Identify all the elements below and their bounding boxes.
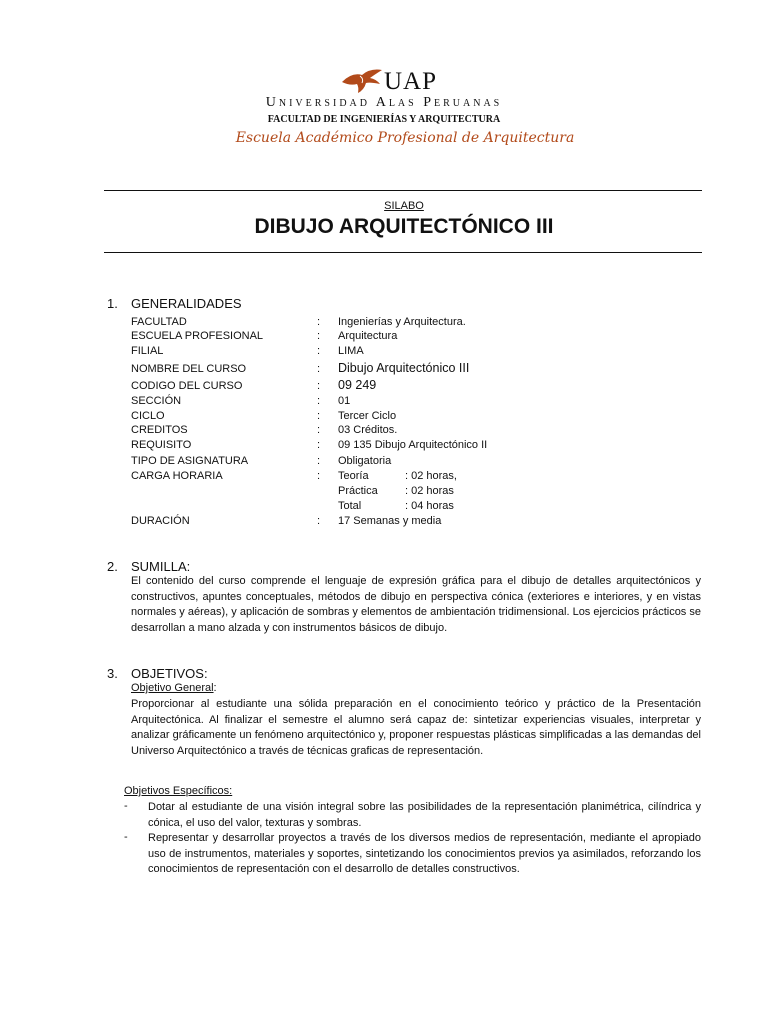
row-colon: : (317, 395, 321, 407)
row-label: CODIGO DEL CURSO (131, 380, 243, 392)
row-colon: : (317, 410, 321, 422)
section-title: SUMILLA: (131, 559, 191, 574)
hours-value: : 02 horas, (405, 470, 457, 482)
doc-title: DIBUJO ARQUITECTÓNICO III (254, 215, 554, 238)
bullet-dash: - (124, 800, 128, 812)
row-value: Tercer Ciclo (338, 410, 397, 422)
hours-name: Teoría (338, 470, 369, 482)
row-colon: : (317, 439, 321, 451)
university-name: Universidad Alas Peruanas (265, 95, 503, 110)
general-objective-text: Proporcionar al estudiante una sólida preparación en el conocimiento teórico y práctico de la Presentación Arquitectónica. Al finalizar el semestre el alumno será capaz de: sintetizar experiencias visuales, interpretar y analizar gráficamente un fenómeno arquitectónico y, proponer respuestas plásticas simplificadas a las demandas del Universo Arquitectónico a través de técnicas graficas de representación. (131, 698, 701, 757)
row-label: FACULTAD (131, 316, 187, 328)
row-label: CARGA HORARIA (131, 470, 223, 482)
row-colon: : (317, 345, 321, 357)
row-label: ESCUELA PROFESIONAL (131, 330, 264, 342)
row-value: 09 135 Dibujo Arquitectónico II (338, 439, 488, 451)
row-value: Obligatoria (338, 455, 392, 467)
row-value: Dibujo Arquitectónico III (338, 361, 470, 375)
doc-kind: SILABO (384, 200, 424, 212)
section-number: 3. (107, 666, 118, 681)
bottom-rule (104, 252, 702, 253)
hours-name: Total (338, 500, 362, 512)
school-name: Escuela Académico Profesional de Arquitectura (235, 130, 575, 146)
hours-value: : 04 horas (405, 500, 454, 512)
section-title: GENERALIDADES (131, 296, 242, 311)
row-colon: : (317, 330, 321, 342)
sumilla-text: El contenido del curso comprende el lenguaje de expresión gráfica para el dibujo de detalles arquitectónicos y constructivos, apuntes conceptuales, métodos de dibujo en perspectiva cónica (exteriores e interiores, y en vistas normales y aéreas), y aplicación de sombras y elementos de ambientación tridimensional. Los ejercicios prácticos se desarrollan a mano alzada y con instrumentos básicos de dibujo. (131, 575, 701, 634)
row-colon: : (317, 380, 321, 392)
row-value: 17 Semanas y media (338, 515, 442, 527)
row-value: Arquitectura (338, 330, 398, 342)
general-objective-colon: : (213, 682, 217, 694)
row-label: CREDITOS (131, 424, 188, 436)
row-label: CICLO (131, 410, 165, 422)
row-colon: : (317, 515, 321, 527)
row-value: LIMA (338, 345, 364, 357)
section-number: 2. (107, 559, 118, 574)
row-value: 03 Créditos. (338, 424, 398, 436)
general-objective-label: Objetivo General (131, 682, 214, 694)
row-value: 09 249 (338, 378, 377, 392)
specific-objective-item: Dotar al estudiante de una visión integral sobre las posibilidades de la representación planimétrica, cilíndrica y cónica, el uso del valor, texturas y sombras. (148, 801, 701, 829)
row-label: REQUISITO (131, 439, 192, 451)
row-label: NOMBRE DEL CURSO (131, 363, 247, 375)
row-colon: : (317, 455, 321, 467)
bullet-dash: - (124, 831, 128, 843)
row-label: DURACIÓN (131, 515, 190, 527)
row-label: SECCIÓN (131, 395, 182, 407)
row-value: Ingenierías y Arquitectura. (338, 316, 466, 328)
row-value: 01 (338, 395, 351, 407)
faculty-name: FACULTAD DE INGENIERÍAS Y ARQUITECTURA (267, 114, 501, 125)
row-label: FILIAL (131, 345, 164, 357)
specific-objectives-label: Objetivos Específicos: (124, 785, 233, 797)
specific-objective-item: Representar y desarrollar proyectos a través de los diversos medios de representación, mediante el apropiado uso de instrumentos, materiales y soportes, sintetizando los conocimientos previos ya asimilados, reforzando los conocimientos de representación con el desarrollo de detalles constructivos. (148, 832, 701, 875)
row-colon: : (317, 424, 321, 436)
hours-value: : 02 horas (405, 485, 454, 497)
section-number: 1. (107, 296, 118, 311)
row-colon: : (317, 363, 321, 375)
logo-text: UAP (384, 68, 438, 95)
row-label: TIPO DE ASIGNATURA (131, 455, 249, 467)
hours-name: Práctica (338, 485, 378, 497)
top-rule (104, 190, 702, 191)
section-title: OBJETIVOS: (131, 666, 208, 681)
uap-bird-logo (340, 66, 384, 94)
row-colon: : (317, 470, 321, 482)
general-objective-heading (131, 682, 217, 694)
row-colon: : (317, 316, 321, 328)
